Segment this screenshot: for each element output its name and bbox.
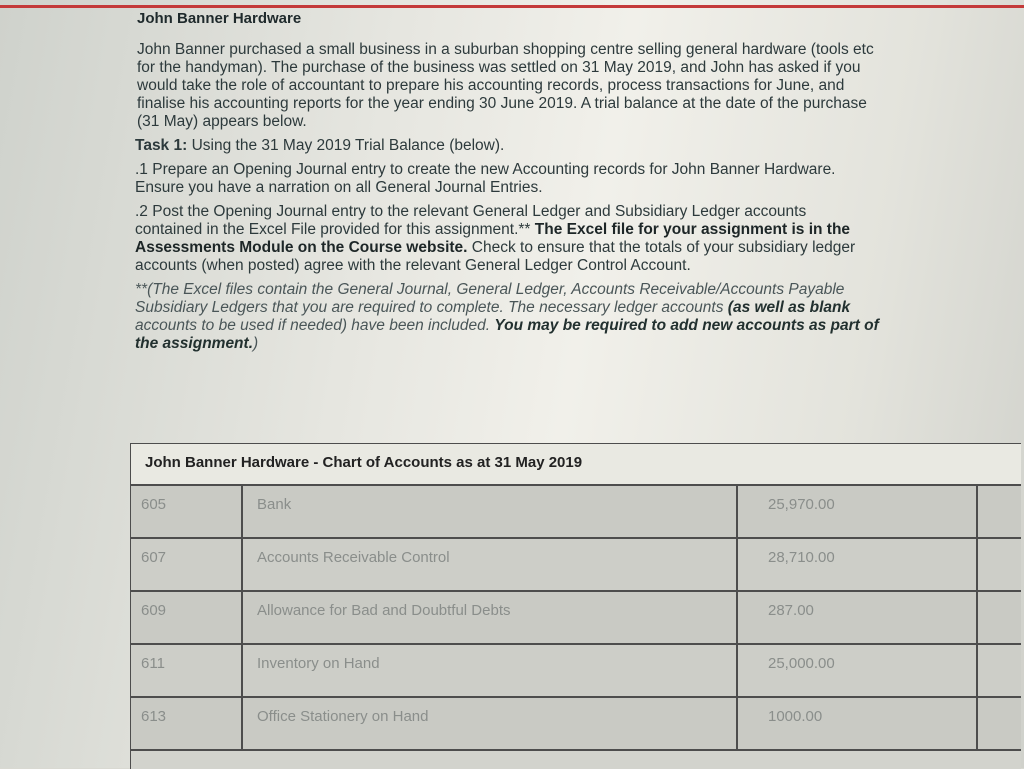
account-code: 605 [131,486,243,537]
table-row [131,645,1021,698]
subtask-text: contained in the Excel File provided for this assignment.** [135,221,535,238]
account-code: 609 [131,592,243,643]
empty-cell [978,645,1021,696]
account-name: Office Stationery on Hand [243,698,738,749]
subtask-2 [135,203,965,275]
account-name: Bank [243,486,738,537]
note-emphasis: You may be required to add new accounts as part of [494,317,879,334]
subtask-line: accounts (when posted) agree with the relevant General Ledger Control Account. [135,257,691,274]
account-amount: 25,000.00 [738,645,978,696]
note-line [135,299,965,317]
note-line [135,317,965,335]
account-code: 607 [131,539,243,590]
empty-cell [978,698,1021,749]
subtask-line: .1 Prepare an Opening Journal entry to create the new Accounting records for John Banner Hardware. [135,161,836,178]
table-row [131,592,1021,645]
table-row [131,539,1021,592]
assignment-text [135,10,965,353]
subtask-text: Check to ensure that the totals of your subsidiary ledger [467,239,856,256]
table-title: John Banner Hardware - Chart of Accounts as at 31 May 2019 [131,444,1021,486]
intro-line: John Banner purchased a small business in a suburban shopping centre selling general hardware (tools etc [137,41,874,58]
intro-line: would take the role of accountant to prepare his accounting records, process transactions for June, and [137,77,845,94]
note-line: **(The Excel files contain the General Journal, General Ledger, Accounts Receivable/Accounts Payable [135,281,845,298]
subtask-line: .2 Post the Opening Journal entry to the relevant General Ledger and Subsidiary Ledger accounts [135,203,807,220]
table-row [131,486,1021,539]
excel-note [135,281,965,353]
subtask-line: Ensure you have a narration on all General Journal Entries. [135,179,543,196]
account-code: 611 [131,645,243,696]
intro-line: (31 May) appears below. [137,113,307,130]
subtask-line [135,239,965,257]
subtask-1 [135,161,965,197]
page-title: John Banner Hardware [137,10,302,27]
empty-cell [978,539,1021,590]
account-name: Accounts Receivable Control [243,539,738,590]
intro-paragraph [137,41,965,131]
task-text: Using the 31 May 2019 Trial Balance (below). [187,137,505,154]
task-heading [135,137,965,155]
note-emphasis: the assignment. [135,335,253,352]
intro-line: finalise his accounting reports for the year ending 30 June 2019. A trial balance at the date of the purchase [137,95,867,112]
note-line [135,335,965,353]
account-name: Inventory on Hand [243,645,738,696]
top-rule [0,5,1024,8]
account-name: Allowance for Bad and Doubtful Debts [243,592,738,643]
table-row [131,698,1021,751]
note-text: ) [253,335,259,352]
account-code: 613 [131,698,243,749]
subtask-emphasis: The Excel file for your assignment is in the [534,221,851,238]
intro-line: for the handyman). The purchase of the business was settled on 31 May 2019, and John has asked if you [137,59,861,76]
chart-of-accounts-table [130,443,1021,769]
empty-cell [978,592,1021,643]
note-text: accounts to be used if needed) have been included. [135,317,495,334]
subtask-line [135,221,965,239]
note-emphasis: (as well as blank [727,299,851,316]
account-amount: 287.00 [738,592,978,643]
account-amount: 28,710.00 [738,539,978,590]
account-amount: 25,970.00 [738,486,978,537]
empty-cell [978,486,1021,537]
task-label: Task 1: [135,137,188,154]
subtask-emphasis: Assessments Module on the Course website. [135,239,468,256]
note-text: Subsidiary Ledgers that you are required to complete. The necessary ledger accounts [135,299,728,316]
account-amount: 1000.00 [738,698,978,749]
